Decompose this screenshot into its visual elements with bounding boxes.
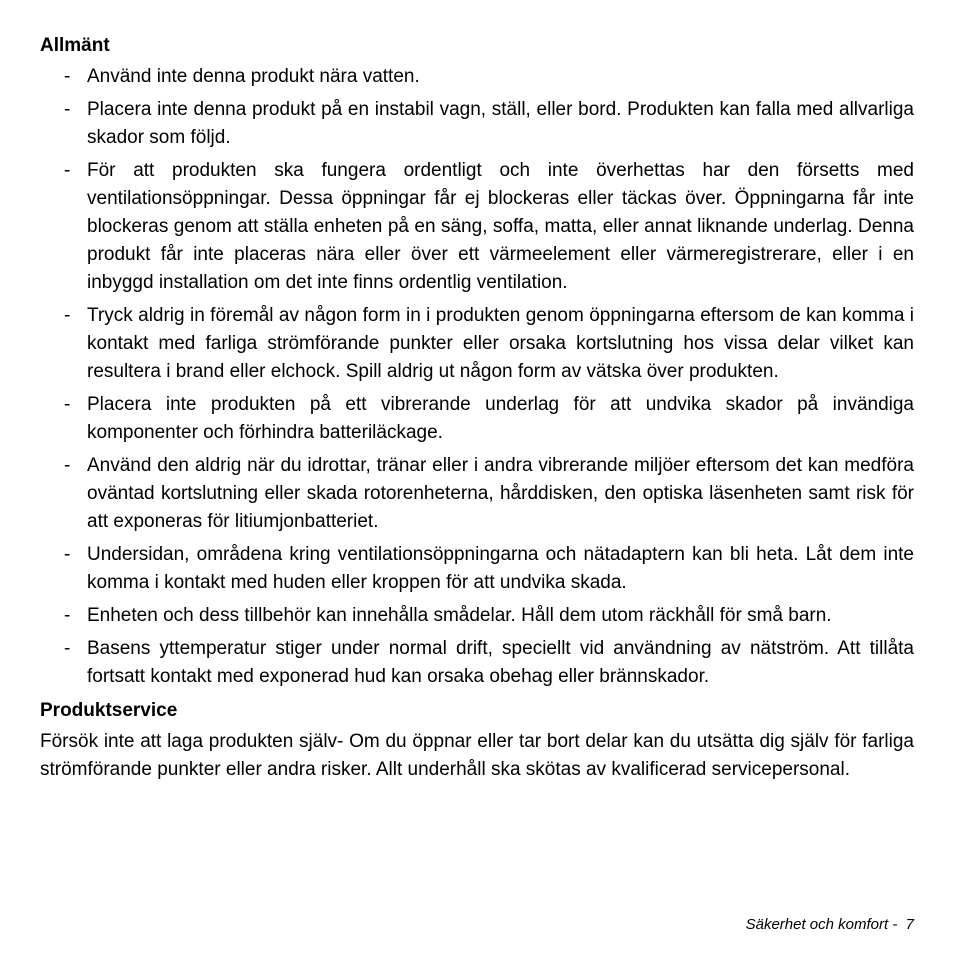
list-item bbox=[40, 391, 914, 447]
bullet-dash: - bbox=[64, 455, 71, 476]
list-item-text: Undersidan, områdena kring ventilationsöppningarna och nätadaptern kan bli heta. Låt dem inte komma i kontakt med huden eller kroppen för att undvika skada. bbox=[87, 544, 914, 593]
section-heading-general: Allmänt bbox=[40, 35, 110, 56]
list-item bbox=[40, 157, 914, 297]
list-item bbox=[40, 96, 914, 152]
list-item bbox=[40, 63, 914, 91]
list-item bbox=[40, 602, 914, 630]
bullet-dash: - bbox=[64, 638, 71, 659]
list-item-text: Placera inte denna produkt på en instabil vagn, ställ, eller bord. Produkten kan falla med allvarliga skador som följd. bbox=[87, 99, 914, 148]
bullet-dash: - bbox=[64, 99, 71, 120]
general-safety-list bbox=[40, 63, 914, 691]
section-heading-product-service: Produktservice bbox=[40, 700, 178, 721]
list-item-text: Placera inte produkten på ett vibrerande underlag för att undvika skador på invändiga komponenter och förhindra batteriläckage. bbox=[87, 394, 914, 443]
list-item-text: Tryck aldrig in föremål av någon form in i produkten genom öppningarna eftersom de kan komma i kontakt med farliga strömförande punkter eller orsaka kortslutning hos vissa delar vilket kan resultera i brand eller elchock. Spill aldrig ut någon form av vätska över produkten. bbox=[87, 305, 914, 382]
page-footer: Säkerhet och komfort - 7 bbox=[745, 916, 914, 933]
bullet-dash: - bbox=[64, 605, 71, 626]
document-page bbox=[40, 32, 914, 784]
list-item bbox=[40, 452, 914, 536]
list-item-text: Enheten och dess tillbehör kan innehålla smådelar. Håll dem utom räckhåll för små barn. bbox=[87, 605, 832, 626]
list-item bbox=[40, 635, 914, 691]
list-item-text: Använd inte denna produkt nära vatten. bbox=[87, 66, 420, 87]
bullet-dash: - bbox=[64, 544, 71, 565]
list-item bbox=[40, 302, 914, 386]
bullet-dash: - bbox=[64, 66, 71, 87]
list-item-text: Använd den aldrig när du idrottar, tränar eller i andra vibrerande miljöer eftersom det kan medföra oväntad kortslutning eller skada rotorenheterna, hårddisken, den optiska läsenheten samt risk för att exponeras för litiumjonbatteriet. bbox=[87, 455, 914, 532]
list-item-text: Basens yttemperatur stiger under normal drift, speciellt vid användning av nätström. Att tillåta fortsatt kontakt med exponerad hud kan orsaka obehag eller brännskador. bbox=[87, 638, 914, 687]
bullet-dash: - bbox=[64, 394, 71, 415]
bullet-dash: - bbox=[64, 160, 71, 181]
list-item-text: För att produkten ska fungera ordentligt och inte överhettas har den försetts med ventilationsöppningar. Dessa öppningar får ej blockeras eller täckas över. Öppningarna får inte blockeras genom att ställa enheten på en säng, soffa, matta, eller annat liknande underlag. Denna produkt får inte placeras nära eller över ett värmeelement eller värmeregistrerare, eller i en inbyggd installation om det inte finns ordentlig ventilation. bbox=[87, 160, 914, 293]
product-service-paragraph: Försök inte att laga produkten själv- Om du öppnar eller tar bort delar kan du utsätta dig själv för farliga strömförande punkter eller andra risker. Allt underhåll ska skötas av kvalificerad servicepersonal. bbox=[40, 731, 914, 780]
list-item bbox=[40, 541, 914, 597]
bullet-dash: - bbox=[64, 305, 71, 326]
